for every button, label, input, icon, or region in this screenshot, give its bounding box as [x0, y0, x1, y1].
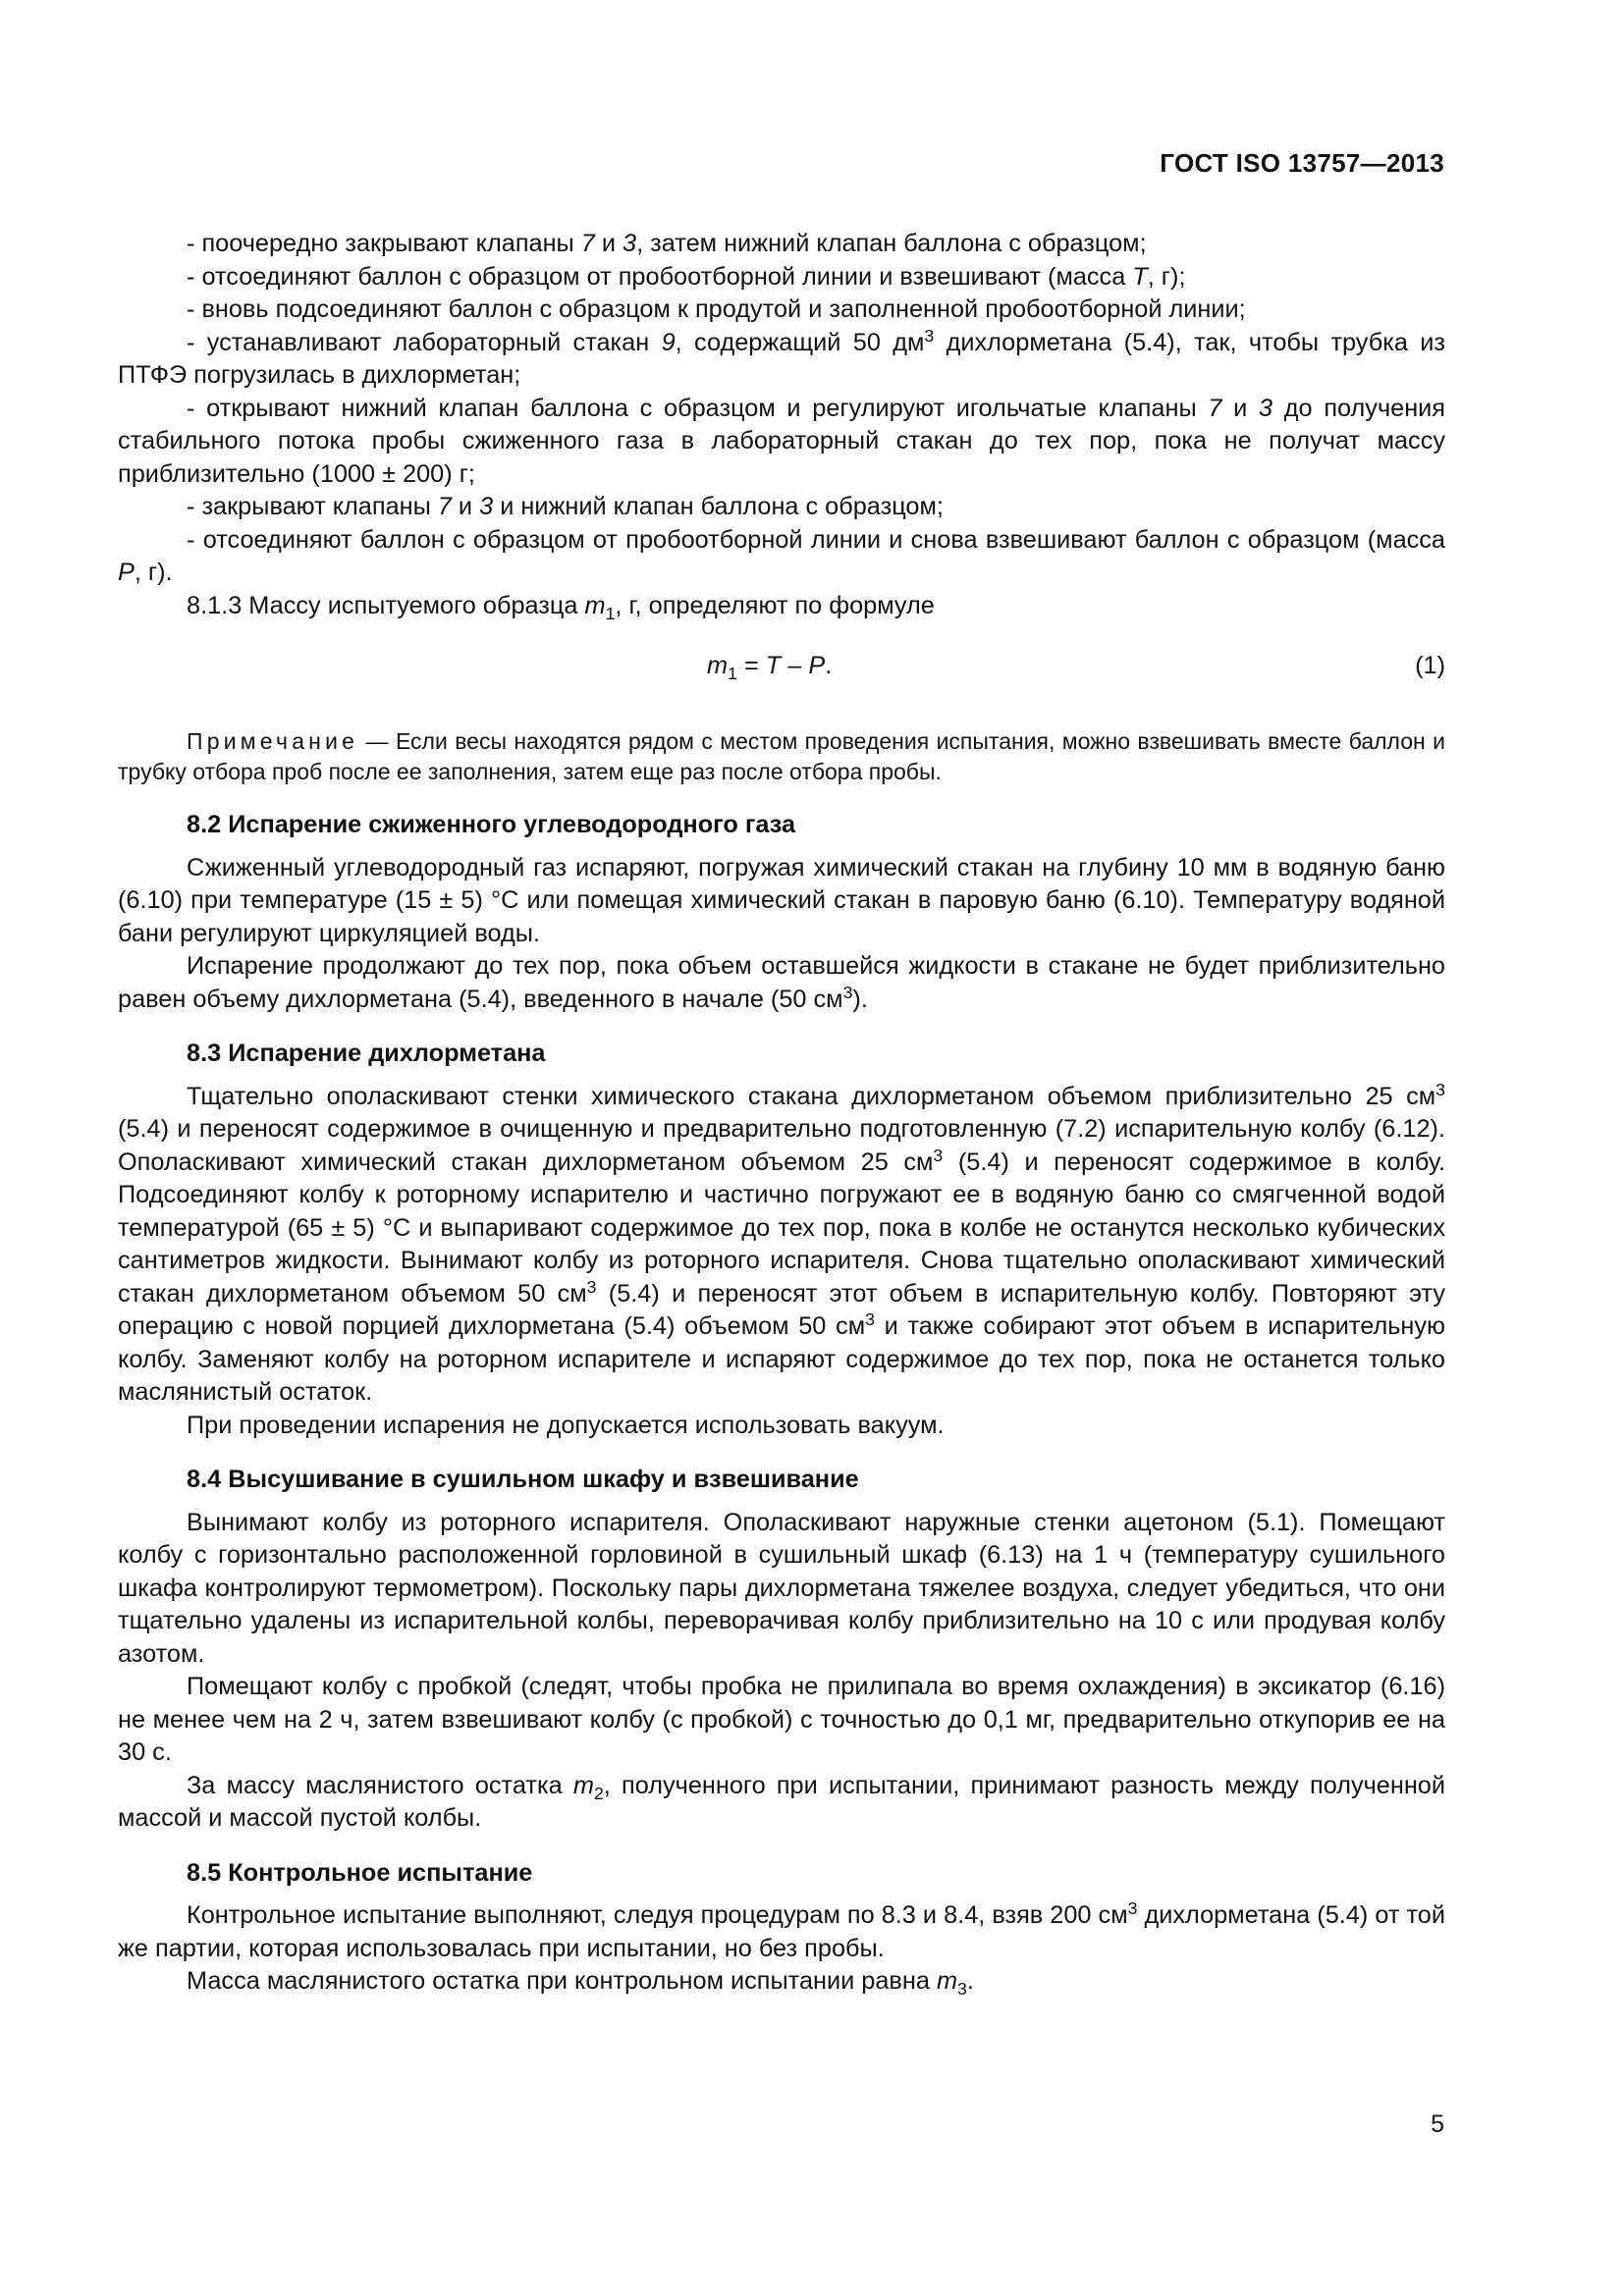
section-8-3-title: 8.3 Испарение дихлорметана — [187, 1040, 546, 1067]
note: Примечание — Если весы находятся рядом с местом проведения испытания, можно взвешивать вместе баллон и трубку отбора проб после ее заполнения, затем еще раз после отбора пробы. — [118, 728, 1445, 784]
section-8-2-paragraph-2: Испарение продолжают до тех пор, пока объем оставшейся жидкости в стакане не будет приблизительно равен объему дихлорметана (5.4), введенного в начале (50 $см^3$). — [118, 952, 1445, 1013]
section-8-5-title: 8.5 Контрольное испытание — [187, 1858, 533, 1887]
procedure-step-3: - вновь подсоединяют баллон с образцом к продутой и заполненной пробоотборной линии; — [187, 295, 1246, 323]
section-8-2-paragraph-1: Сжиженный углеводородный газ испаряют, погружая химический стакан на глубину 10 мм в водяную баню (6.10) при температуре (15 ± 5) °С или помещая химический стакан в паровую баню (6.10). Температуру водяной бани регулируют циркуляцией воды. — [118, 853, 1445, 947]
procedure-step-4: - устанавливают лабораторный стакан 9, содержащий 50 $дм^3$ дихлорметана (5.4), так, чтобы трубка из ПТФЭ погрузилась в дихлорметан; — [118, 325, 1445, 389]
clause-8-1-3: 8.1.3 Массу испытуемого образца $m_1$, г, определяют по формуле — [187, 591, 935, 623]
section-8-5-paragraph-1: Контрольное испытание выполняют, следуя процедурам по 8.3 и 8.4, взяв 200 $см^3$ дихлорметана (5.4) от той же партии, которая использовалась при испытании, но без пробы. — [118, 1898, 1446, 1962]
page-number: 5 — [1431, 2110, 1444, 2138]
section-8-3-paragraph-1: Тщательно ополаскивают стенки химического стакана дихлорметаном объемом приблизительно 25 $см^3$ (5.4) и переносят содержимое в очищенную и предварительно подготовленную (7.2) испарительную колбу (6.12). Ополаскивают химический стакан дихлорметаном объемом 25 $см^3$ (5.4) и переносят содержимое в колбу. Подсоединяют колбу к роторному испарителю и частично погружают ее в водяную баню со смягченной водой температурой (65 ± 5) °С и выпаривают содержимое до тех пор, пока в колбе не останутся несколько кубических сантиметров жидкости. Вынимают колбу из роторного испарителя. Снова тщательно ополаскивают химический стакан дихлорметаном объемом 50 $см^3$ (5.4) и переносят этот объем в испарительную колбу. Повторяют эту операцию с новой порцией дихлорметана (5.4) объемом 50 $см^3$ и также собирают этот объем в испарительную колбу. Заменяют колбу на роторном испарителе и испаряют содержимое до тех пор, пока не останется только маслянистый остаток. — [118, 1079, 1445, 1406]
procedure-step-1: - поочередно закрывают клапаны 7 и 3, затем нижний клапан баллона с образцом; — [187, 230, 1147, 257]
document-body — [118, 228, 1445, 1999]
procedure-step-7: - отсоединяют баллон с образцом от пробоотборной линии и снова взвешивают баллон с образцом (масса P, г). — [118, 525, 1445, 586]
section-8-4-paragraph-3: За массу маслянистого остатка $m_2$, полученного при испытании, принимают разность между полученной массой и массой пустой колбы. — [118, 1771, 1446, 1832]
section-8-4-title: 8.4 Высушивание в сушильном шкафу и взвешивание — [187, 1466, 859, 1493]
section-8-3-paragraph-2: При проведении испарения не допускается использовать вакуум. — [187, 1411, 945, 1439]
procedure-step-5: - открывают нижний клапан баллона с образцом и регулируют игольчатые клапаны 7 и 3 до получения стабильного потока пробы сжиженного газа в лабораторный стакан до тех пор, пока не получат массу приблизительно (1000 ± 200) г; — [118, 394, 1445, 488]
section-8-4-paragraph-2: Помещают колбу с пробкой (следят, чтобы пробка не прилипала во время охлаждения) в эксикатор (6.16) не менее чем на 2 ч, затем взвешивают колбу (с пробкой) с точностью до 0,1 мг, предварительно откупорив ее на 30 с. — [118, 1673, 1445, 1766]
formula-number: (1) — [1415, 652, 1445, 679]
procedure-step-6: - закрывают клапаны 7 и 3 и нижний клапан баллона с образцом; — [187, 493, 944, 520]
section-8-4-paragraph-1: Вынимают колбу из роторного испарителя. Ополаскивают наружные стенки ацетоном (5.1). Помещают колбу с горизонтально расположенной горловиной в сушильный шкаф (6.13) на 1 ч (температуру сушильного шкафа контролируют термометром). Поскольку пары дихлорметана тяжелее воздуха, следует убедиться, что они тщательно удалены из испарительной колбы, переворачивая колбу приблизительно на 10 с или продувая колбу азотом. — [118, 1508, 1445, 1668]
procedure-step-2: - отсоединяют баллон с образцом от пробоотборной линии и взвешивают (масса T, г); — [187, 262, 1186, 291]
note-label: Примечание — [187, 728, 359, 754]
section-8-5-paragraph-2: Масса маслянистого остатка при контрольном испытании равна $m_3$. — [187, 1967, 974, 1999]
formula-1 — [118, 650, 1445, 682]
formula-expression: $m_1 = T - P$. — [707, 652, 833, 683]
section-8-2-title: 8.2 Испарение сжиженного углеводородного газа — [187, 811, 796, 838]
standard-code-header: ГОСТ ISO 13757—2013 — [1160, 148, 1444, 178]
